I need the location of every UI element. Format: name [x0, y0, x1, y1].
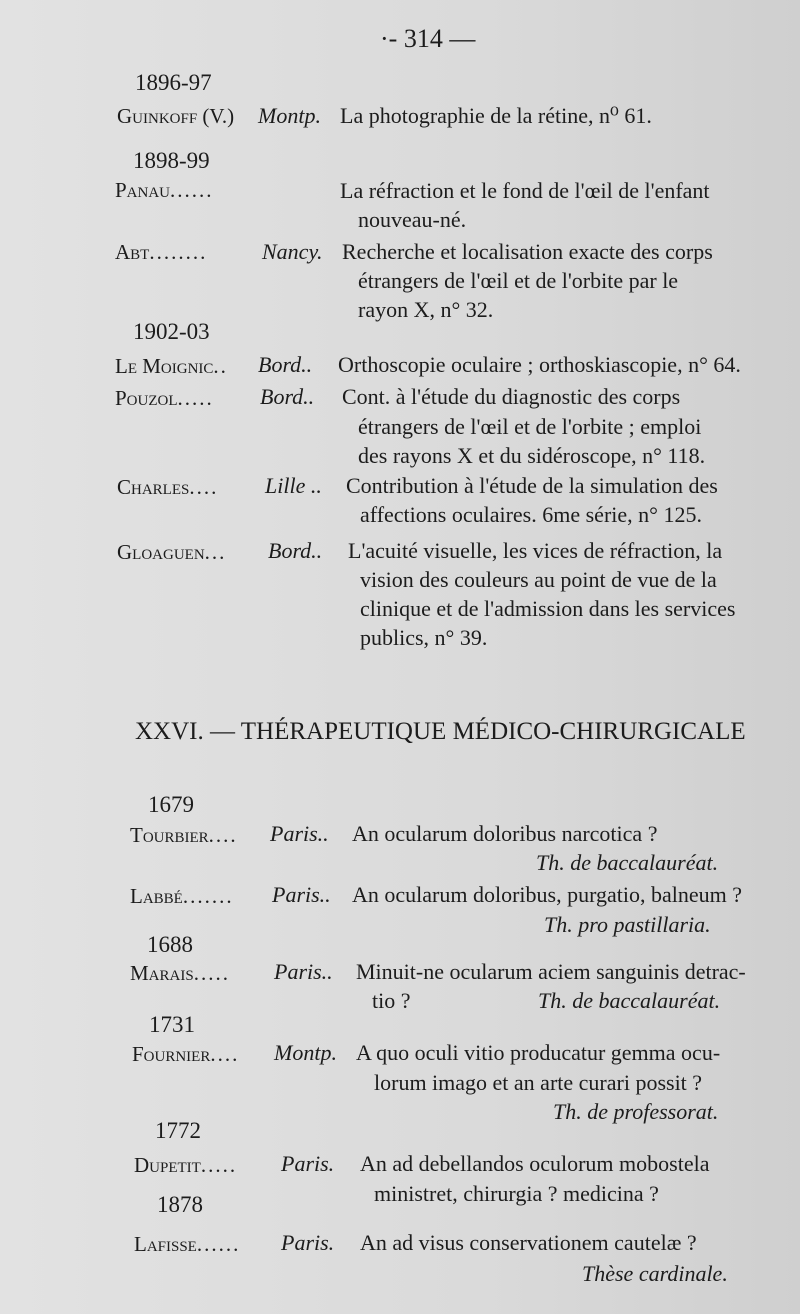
entry-line: tio ? — [372, 988, 411, 1013]
city-label: Nancy. — [262, 239, 323, 264]
city-label: Paris. — [281, 1230, 335, 1255]
year-label: 1878 — [157, 1192, 203, 1217]
city-label: Montp. — [258, 103, 321, 128]
author-name: Le Moignic.. — [115, 354, 228, 378]
entry-line: Contribution à l'étude de la simulation des — [346, 473, 718, 498]
entry-line: étrangers de l'œil et de l'orbite par le — [358, 268, 679, 293]
thesis-label: Th. pro pastillaria. — [544, 912, 711, 937]
year-label: 1902-03 — [133, 319, 210, 344]
city-label: Bord.. — [260, 384, 315, 409]
thesis-label: Th. de professorat. — [553, 1099, 719, 1124]
entry-line: An ad visus conservationem cautelæ ? — [360, 1230, 697, 1255]
entry-line: publics, n° 39. — [360, 625, 488, 650]
author-name: Charles.... — [117, 475, 219, 499]
thesis-label: Th. de baccalauréat. — [536, 850, 719, 875]
entry-line: L'acuité visuelle, les vices de réfraction, la — [348, 538, 723, 563]
entry-line: An ocularum doloribus, purgatio, balneum ? — [352, 882, 743, 907]
entry-line: La réfraction et le fond de l'œil de l'enfant — [340, 178, 710, 203]
year-label: 1731 — [149, 1012, 195, 1037]
entry-line: lorum imago et an arte curari possit ? — [374, 1070, 703, 1095]
entry-line: des rayons X et du sidéroscope, n° 118. — [358, 443, 706, 468]
year-label: 1688 — [147, 932, 193, 957]
city-label: Paris.. — [274, 959, 333, 984]
entry-line: Minuit-ne ocularum aciem sanguinis detrac- — [356, 959, 746, 984]
entry-line: rayon X, n° 32. — [358, 297, 494, 322]
city-label: Montp. — [274, 1040, 337, 1065]
thesis-label: Th. de baccalauréat. — [538, 988, 721, 1013]
author-name: Tourbier.... — [130, 823, 238, 847]
entry-line: clinique et de l'admission dans les services — [360, 596, 736, 621]
section-heading: XXVI. — THÉRAPEUTIQUE MÉDICO-CHIRURGICALE — [135, 718, 746, 745]
entry-line: An ocularum doloribus narcotica ? — [352, 821, 658, 846]
year-label: 1896-97 — [135, 70, 212, 95]
page-number: ·- 314 — — [380, 24, 476, 53]
author-name: Pouzol..... — [115, 386, 214, 410]
entry-line: étrangers de l'œil et de l'orbite ; emploi — [358, 414, 702, 439]
author-name: Gloaguen... — [117, 540, 227, 564]
entry-line: ministret, chirurgia ? medicina ? — [374, 1181, 659, 1206]
city-label: Bord.. — [268, 538, 323, 563]
city-label: Bord.. — [258, 352, 313, 377]
entry-line: affections oculaires. 6me série, n° 125. — [360, 502, 702, 527]
author-name: Panau...... — [115, 178, 214, 202]
entry-line: A quo oculi vitio producatur gemma ocu- — [356, 1040, 721, 1065]
author-name: Marais..... — [130, 961, 230, 985]
year-label: 1772 — [155, 1118, 201, 1143]
entry-line: La photographie de la rétine, n⁰ 61. — [340, 103, 652, 128]
year-label: 1898-99 — [133, 148, 210, 173]
entry-line: Orthoscopie oculaire ; orthoskiascopie, n° 64. — [338, 352, 741, 377]
year-label: 1679 — [148, 792, 194, 817]
author-name: Labbé....... — [130, 884, 234, 908]
entry-line: Recherche et localisation exacte des corps — [342, 239, 713, 264]
author-name: Lafisse...... — [134, 1232, 241, 1256]
city-label: Paris.. — [270, 821, 329, 846]
entry-line: nouveau-né. — [358, 207, 467, 232]
entry-line: vision des couleurs au point de vue de la — [360, 567, 717, 592]
author-name: Abt........ — [115, 240, 208, 264]
city-label: Paris.. — [272, 882, 331, 907]
city-label: Lille .. — [265, 473, 322, 498]
author-name: Guinkoff (V.) — [117, 104, 235, 128]
city-label: Paris. — [281, 1151, 335, 1176]
thesis-label: Thèse cardinale. — [582, 1261, 728, 1286]
entry-line: An ad debellandos oculorum mobostela — [360, 1151, 710, 1176]
author-name: Fournier.... — [132, 1042, 240, 1066]
entry-line: Cont. à l'étude du diagnostic des corps — [342, 384, 681, 409]
author-name: Dupetit..... — [134, 1153, 238, 1177]
